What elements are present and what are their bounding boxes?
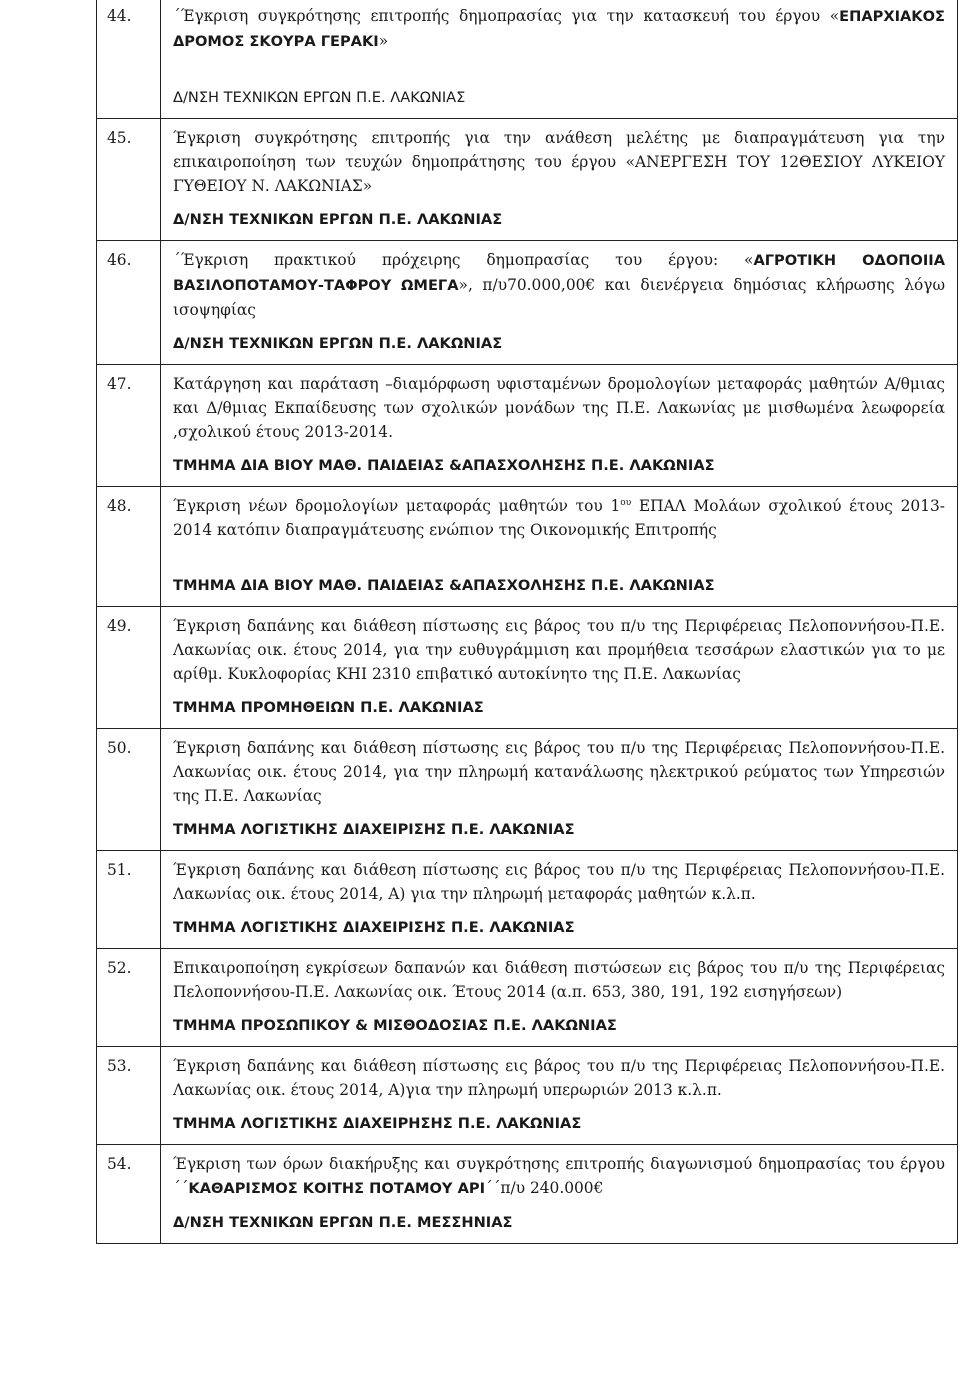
- agenda-row: [97, 1145, 958, 1244]
- item-body: [161, 1145, 958, 1244]
- agenda-row: [97, 729, 958, 851]
- item-department: Δ/ΝΣΗ ΤΕΧΝΙΚΩΝ ΕΡΓΩΝ Π.Ε. ΛΑΚΩΝΙΑΣ: [173, 211, 503, 228]
- agenda-row: [97, 365, 958, 487]
- item-number: 53.: [97, 1047, 161, 1145]
- agenda-row: [97, 241, 958, 365]
- item-number: 50.: [97, 729, 161, 851]
- item-number: 54.: [97, 1145, 161, 1244]
- item-department: ΤΜΗΜΑ ΛΟΓΙΣΤΙΚΗΣ ΔΙΑΧΕΙΡΗΣΗΣ Π.Ε. ΛΑΚΩΝΙΑΣ: [173, 1115, 582, 1132]
- agenda-row: [97, 1047, 958, 1145]
- item-department: ΤΜΗΜΑ ΠΡΟΣΩΠΙΚΟΥ & ΜΙΣΘΟΔΟΣΙΑΣ Π.Ε. ΛΑΚΩΝΙΑΣ: [173, 1017, 617, 1034]
- item-body: [161, 607, 958, 729]
- item-number: 52.: [97, 949, 161, 1047]
- item-text: Έγκριση συγκρότησης επιτροπής για την ανάθεση μελέτης με διαπραγμάτευση για την επικαιροποίηση των τευχών δημοπράτησης του έργου «ΑΝΕΡΓΕΣΗ ΤΟΥ 12ΘΕΣΙΟΥ ΛΥΚΕΙΟΥ ΓΥΘΕΙΟΥ Ν. ΛΑΚΩΝΙΑΣ»: [173, 129, 945, 195]
- item-body: [161, 119, 958, 241]
- agenda-row: [97, 949, 958, 1047]
- item-department: ΤΜΗΜΑ ΛΟΓΙΣΤΙΚΗΣ ΔΙΑΧΕΙΡΙΣΗΣ Π.Ε. ΛΑΚΩΝΙΑΣ: [173, 821, 575, 838]
- agenda-row: [97, 607, 958, 729]
- item-number: 45.: [97, 119, 161, 241]
- agenda-row: [97, 119, 958, 241]
- agenda-row: [97, 0, 958, 119]
- item-department: Δ/ΝΣΗ ΤΕΧΝΙΚΩΝ ΕΡΓΩΝ Π.Ε. ΜΕΣΣΗΝΙΑΣ: [173, 1214, 513, 1231]
- item-text: Έγκριση δαπάνης και διάθεση πίστωσης εις βάρος του π/υ της Περιφέρειας Πελοποννήσου-Π.Ε. Λακωνίας οικ. έτους 2014, Α)για την πληρωμή υπερωριών 2013 κ.λ.π.: [173, 1057, 945, 1099]
- item-text: Έγκριση δαπάνης και διάθεση πίστωσης εις βάρος του π/υ της Περιφέρειας Πελοποννήσου-Π.Ε. Λακωνίας οικ. έτους 2014, για την ευθυγράμμιση και προμήθεια τεσσάρων ελαστικών για το με αρίθμ. Κυκλοφορίας ΚΗΙ 2310 επιβατικό αυτοκίνητο της Π.Ε. Λακωνίας: [173, 617, 945, 683]
- item-body: [161, 851, 958, 949]
- item-department: Δ/ΝΣΗ ΤΕΧΝΙΚΩΝ ΕΡΓΩΝ Π.Ε. ΛΑΚΩΝΙΑΣ: [173, 89, 466, 106]
- item-number: 49.: [97, 607, 161, 729]
- item-department: ΤΜΗΜΑ ΔΙΑ ΒΙΟΥ ΜΑΘ. ΠΑΙΔΕΙΑΣ &ΑΠΑΣΧΟΛΗΣΗΣ Π.Ε. ΛΑΚΩΝΙΑΣ: [173, 577, 715, 594]
- item-number: 46.: [97, 241, 161, 365]
- item-body: [161, 949, 958, 1047]
- item-department: ΤΜΗΜΑ ΛΟΓΙΣΤΙΚΗΣ ΔΙΑΧΕΙΡΙΣΗΣ Π.Ε. ΛΑΚΩΝΙΑΣ: [173, 919, 575, 936]
- item-text: ΄Έγκριση πρακτικού πρόχειρης δημοπρασίας του έργου: «ΑΓΡΟΤΙΚΗ ΟΔΟΠΟΙΙΑ ΒΑΣΙΛΟΠΟΤΑΜΟΥ-ΤΑΦΡΟΥ ΩΜΕΓΑ», π/υ70.000,00€ και διενέργεια δημόσιας κλήρωσης λόγω ισοψηφίας: [173, 251, 945, 319]
- item-number: 51.: [97, 851, 161, 949]
- item-number: 44.: [97, 0, 161, 119]
- item-number: 48.: [97, 487, 161, 607]
- item-body: [161, 487, 958, 607]
- item-body: [161, 241, 958, 365]
- item-body: [161, 1047, 958, 1145]
- item-text: Έγκριση νέων δρομολογίων μεταφοράς μαθητών του $1^{o\upsilon}$ ΕΠΑΛ Μολάων σχολικού έτους 2013-2014 κατόπιν διαπραγμάτευσης ενώπιον της Οικονομικής Επιτροπής: [173, 497, 946, 539]
- item-text: Κατάργηση και παράταση –διαμόρφωση υφισταμένων δρομολογίων μεταφοράς μαθητών Α/θμιας και Δ/θμιας Εκπαίδευσης των σχολικών μονάδων της Π.Ε. Λακωνίας με μισθωμένα λεωφορεία ,σχολικού έτους 2013-2014.: [173, 375, 945, 441]
- item-body: [161, 0, 958, 119]
- item-text: ΄Έγκριση συγκρότησης επιτροπής δημοπρασίας για την κατασκευή του έργου «ΕΠΑΡΧΙΑΚΟΣ ΔΡΟΜΟΣ ΣΚΟΥΡΑ ΓΕΡΑΚΙ»: [173, 7, 945, 50]
- item-department: ΤΜΗΜΑ ΔΙΑ ΒΙΟΥ ΜΑΘ. ΠΑΙΔΕΙΑΣ &ΑΠΑΣΧΟΛΗΣΗΣ Π.Ε. ΛΑΚΩΝΙΑΣ: [173, 457, 715, 474]
- item-number: 47.: [97, 365, 161, 487]
- item-text: Επικαιροποίηση εγκρίσεων δαπανών και διάθεση πιστώσεων εις βάρος του π/υ της Περιφέρειας Πελοποννήσου-Π.Ε. Λακωνίας οικ. Έτους 2014 (α.π. 653, 380, 191, 192 ειση‍γήσεων): [173, 959, 945, 1001]
- agenda-row: [97, 487, 958, 607]
- agenda-table: [96, 0, 958, 1244]
- item-text: Έγκριση δαπάνης και διάθεση πίστωσης εις βάρος του π/υ της Περιφέρειας Πελοποννήσου-Π.Ε. Λακωνίας οικ. έτους 2014, για την πληρωμή κατανάλωσης ηλεκτρικού ρεύματος των Υπηρεσιών της Π.Ε. Λακωνίας: [173, 739, 945, 805]
- item-text: Έγκριση δαπάνης και διάθεση πίστωσης εις βάρος του π/υ της Περιφέρειας Πελοποννήσου-Π.Ε. Λακωνίας οικ. έτους 2014, Α) για την πληρωμή μεταφοράς μαθητών κ.λ.π.: [173, 861, 945, 903]
- agenda-row: [97, 851, 958, 949]
- item-body: [161, 729, 958, 851]
- item-department: Δ/ΝΣΗ ΤΕΧΝΙΚΩΝ ΕΡΓΩΝ Π.Ε. ΛΑΚΩΝΙΑΣ: [173, 335, 503, 352]
- item-body: [161, 365, 958, 487]
- item-text: Έγκριση των όρων διακήρυξης και συγκρότησης επιτροπής διαγωνισμού δημοπρασίας του έργου ΄΄ΚΑΘΑΡΙΣΜΟΣ ΚΟΙΤΗΣ ΠΟΤΑΜΟΥ ΑΡΙ΄΄π/υ 240.000€: [173, 1155, 945, 1197]
- item-department: ΤΜΗΜΑ ΠΡΟΜΗΘΕΙΩΝ Π.Ε. ΛΑΚΩΝΙΑΣ: [173, 699, 484, 716]
